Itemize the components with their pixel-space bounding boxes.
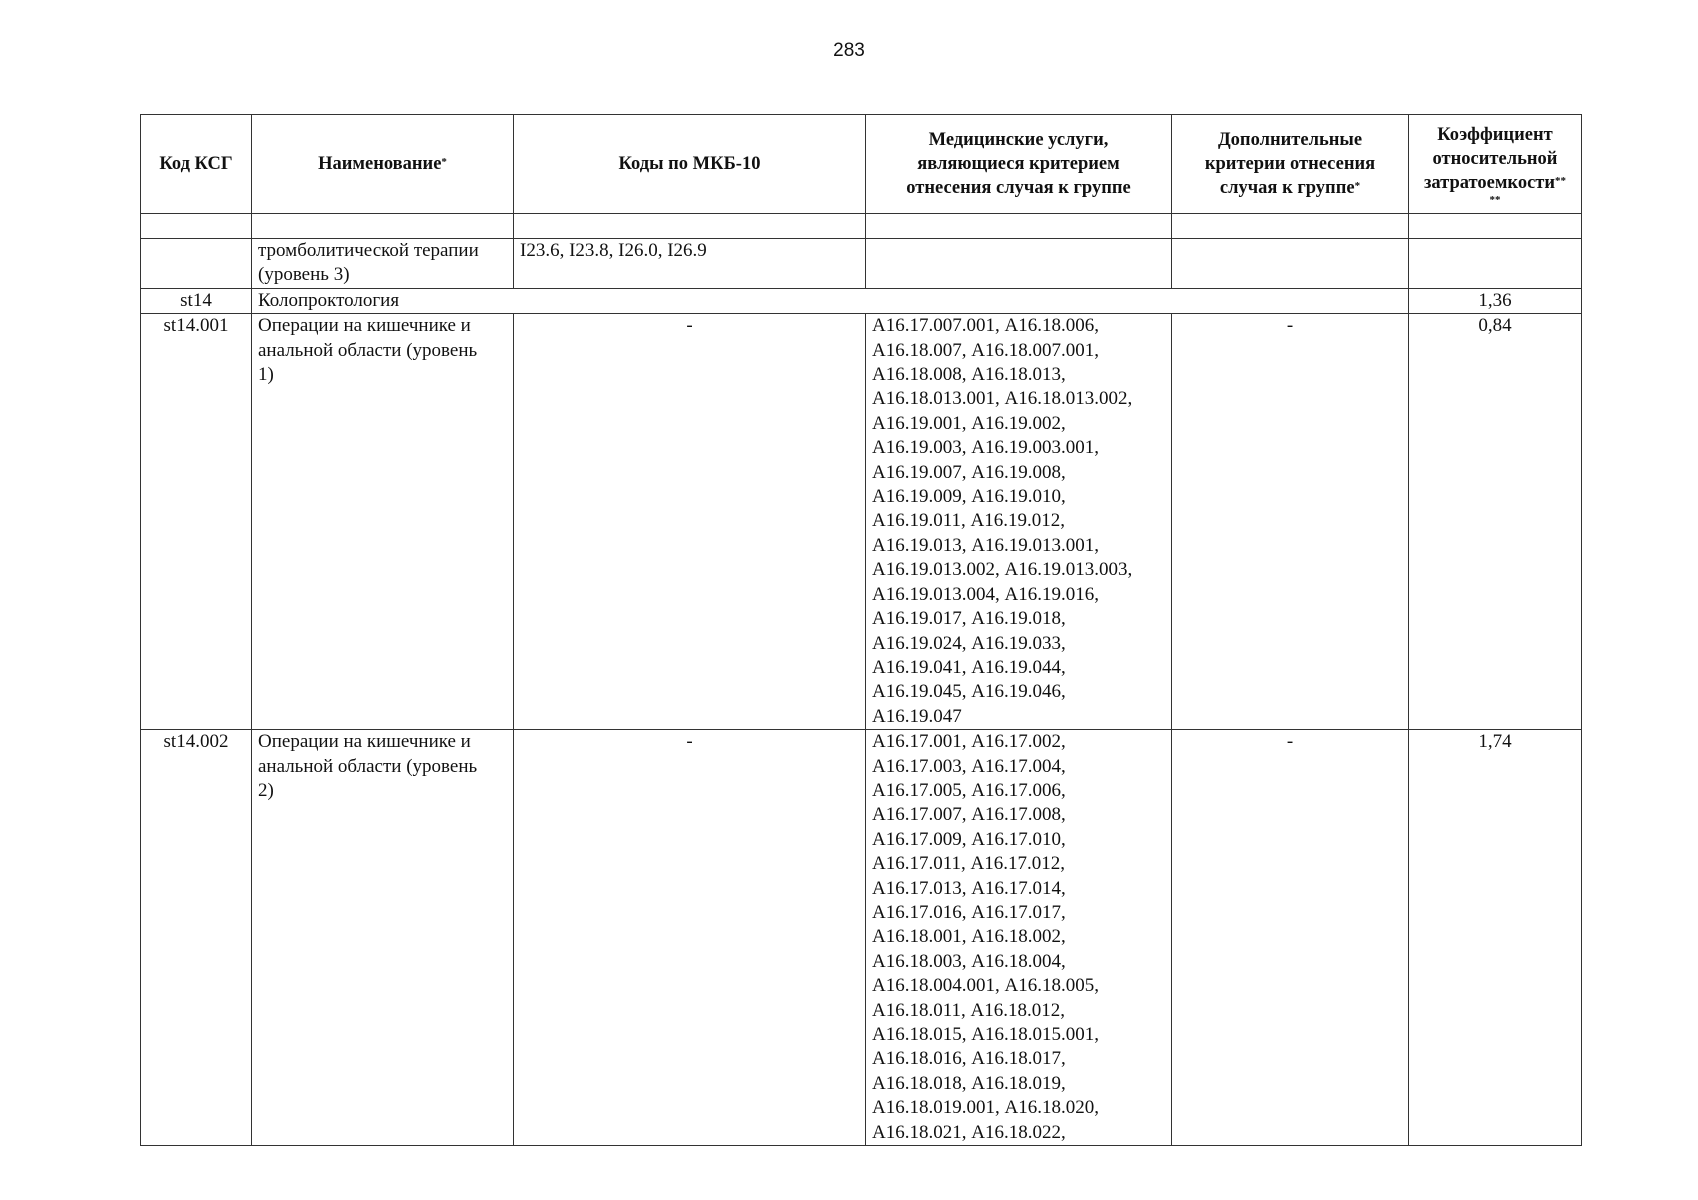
table-row (141, 239, 1582, 289)
cell-name: тромболитической терапии (уровень 3) (252, 239, 514, 289)
footnote-mark: ** (1555, 175, 1567, 187)
cell-services: А16.17.007.001, А16.18.006, А16.18.007, А16.18.007.001, А16.18.008, А16.18.013, А16.18.013.001, А16.18.013.002, А16.19.001, А16.19.002, А16.19.003, А16.19.003.001, А16.19.007, А16.19.008, А16.19.009, А16.19.010, А16.19.011, А16.19.012, А16.19.013, А16.19.013.001, А16.19.013.002, А16.19.013.003, А16.19.013.004, А16.19.016, А16.19.017, А16.19.018, А16.19.024, А16.19.033, А16.19.041, А16.19.044, А16.19.045, А16.19.046, А16.19.047 (866, 314, 1172, 730)
ksg-table (140, 114, 1582, 1146)
cell-mkb: - (514, 314, 866, 730)
cell-extra: - (1172, 314, 1409, 730)
cell-code: st14.002 (141, 730, 252, 1146)
cell-name: Операции на кишечнике и анальной области (уровень 2) (252, 730, 514, 1146)
footnote-mark: ** (1489, 194, 1501, 206)
cell-name: Операции на кишечнике и анальной области (уровень 1) (252, 314, 514, 730)
cell-coefficient: 1,74 (1409, 730, 1582, 1146)
cell-extra (1172, 239, 1409, 289)
header-name: Наименование* (252, 115, 514, 214)
header-extra-criteria: Дополнительные критерии отнесения случая к группе* (1172, 115, 1409, 214)
cell-mkb: - (514, 730, 866, 1146)
cell-mkb: I23.6, I23.8, I26.0, I26.9 (514, 239, 866, 289)
table-row-profile (141, 288, 1582, 313)
cell-coefficient: 1,36 (1409, 288, 1582, 313)
header-medical-services: Медицинские услуги, являющиеся критерием отнесения случая к группе (866, 115, 1172, 214)
cell-coefficient (1409, 239, 1582, 289)
footnote-mark: * (441, 156, 447, 168)
cell-extra: - (1172, 730, 1409, 1146)
header-code: Код КСГ (141, 115, 252, 214)
table-spacer-row (141, 214, 1582, 239)
cell-profile-name: Колопроктология (252, 288, 1409, 313)
header-mkb-codes: Коды по МКБ-10 (514, 115, 866, 214)
table-header-row (141, 115, 1582, 214)
table-row (141, 314, 1582, 730)
table-row (141, 730, 1582, 1146)
footnote-mark: * (1354, 180, 1361, 192)
cell-services: А16.17.001, А16.17.002, А16.17.003, А16.17.004, А16.17.005, А16.17.006, А16.17.007, А16.17.008, А16.17.009, А16.17.010, А16.17.011, А16.17.012, А16.17.013, А16.17.014, А16.17.016, А16.17.017, А16.18.001, А16.18.002, А16.18.003, А16.18.004, А16.18.004.001, А16.18.005, А16.18.011, А16.18.012, А16.18.015, А16.18.015.001, А16.18.016, А16.18.017, А16.18.018, А16.18.019, А16.18.019.001, А16.18.020, А16.18.021, А16.18.022, (866, 730, 1172, 1146)
cell-code: st14 (141, 288, 252, 313)
header-coefficient: Коэффициент относительной затратоемкости** ** (1409, 115, 1582, 214)
cell-coefficient: 0,84 (1409, 314, 1582, 730)
page-number: 283 (833, 40, 865, 61)
cell-code (141, 239, 252, 289)
cell-code: st14.001 (141, 314, 252, 730)
cell-services (866, 239, 1172, 289)
